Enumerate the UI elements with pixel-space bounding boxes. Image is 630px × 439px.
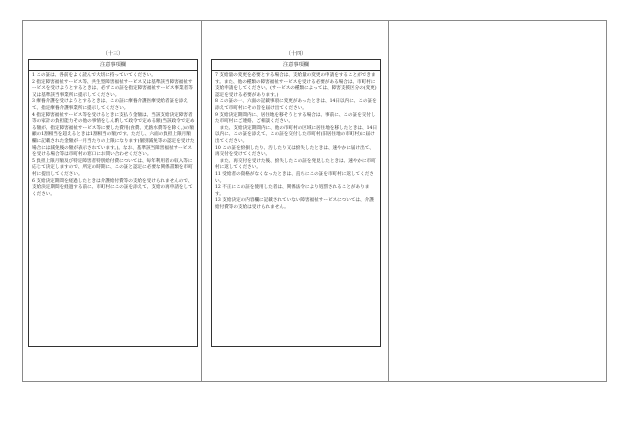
note-paragraph: 2 指定障害福祉サービス等、共生型障害福祉サービス又は基準該当障害福祉サービスを受けようとするときは、必ずこの証を指定障害福祉サービス事業者等又は基準該当事業所に提示してください。 <box>32 79 193 98</box>
panel-14-number: （十四） <box>285 51 307 57</box>
panel-13-number: （十三） <box>102 51 124 57</box>
note-paragraph: 10 この証を紛損したり、汚したり又は紛失したときは、速やかに届け出て、再交付を受けてください。 <box>215 145 374 158</box>
column-divider-2 <box>388 20 389 382</box>
note-paragraph: 1 この証は、各前をよく読んで大切に持っていてください。 <box>32 73 156 78</box>
panel-13-notes-box <box>28 59 198 347</box>
panel-14-notes-box <box>211 59 381 347</box>
panel-14-body <box>212 71 380 211</box>
panel-13-header: 注意事項欄 <box>29 60 197 71</box>
note-paragraph: また、再交付を受けた後、紛失したこの証を発見したときは、速やかに市町村に返してください。 <box>215 158 376 171</box>
note-paragraph: 12 不正にこの証を使用した者は、関係法令により処罰されることがあります。 <box>215 185 370 197</box>
note-paragraph: 5 負担上限月額及び特定障害者特別給付費については、毎年利用者の収入等に応じて決定しますので、所定の時期に、この証と認定に必要な関係書類を市町村に提出してください。 <box>32 158 193 177</box>
note-paragraph: 7 支給量の変更を必要とする場合は、支給量の変更の申請をすることができます。また、他の種類の障害福祉サービスを受ける必要がある場合は、市町村に支給申請をしてください。(サービスの種類によっては、障害支援区分の(変更)認定を受ける必要があります。) <box>215 73 377 98</box>
note-paragraph: また、支給決定期間内に、他の市町村の区域に居住地を移したときは、14日以内に、この証を添えて、この証を交付した市町村(旧居住地の市町村)に届け出てください。 <box>215 125 378 144</box>
note-paragraph: 6 支給決定期間を経過したときは介護給付費等の支給を受けられませんので、支給決定期間を経過する前に、市町村にこの証を添えて、支給の再申請をしてください。 <box>32 178 193 197</box>
note-paragraph: 13 支給決定の内容欄に記載されていない障害福祉サービスについては、介護給付費等の支給は受けられません。 <box>215 198 374 210</box>
note-paragraph: 8 この証の一、六面の記載事項に変更があったときは、14日以内に、この証を添えて市町村にその旨を届け出てください。 <box>215 99 377 111</box>
note-paragraph: 9 支給決定期間内に、居住地を移そうとする場合は、事前に、この証を交付した市町村にご連絡、ご相談ください。 <box>215 112 376 125</box>
column-divider-1 <box>201 20 202 382</box>
note-paragraph: 4 指定障害福祉サービス等を受けるときに支払う金額は、当該支給決定障害者等の家計の負担能力その他の事情をしん酌して政令で定める額(当該政令で定める額が、指定障害福祉サービス等に要した費用(食費、光熱水費等を除く。)の額顧の1割相当を超えるときは1割相当の額)です。ただし、六面の負担上限月額欄に記載された金額が一月当たりの上限になります(個別減免等の認定を受けた場合には減免後の額が表示されています。)。なお、基準該当障害福祉サービスを受ける場合等は市町村の窓口にお問い合わせください。 <box>32 112 195 158</box>
note-paragraph: 3 療養介護を受けようとするときは、この証に療養介護医療受給者証を添えて、指定療養介護事業所に提示してください。 <box>32 99 188 111</box>
panel-13-body <box>29 71 197 198</box>
note-paragraph: 11 受給者の資格がなくなったときは、直ちにこの証を市町村に返してください。 <box>215 171 374 184</box>
panel-14-header: 注意事項欄 <box>212 60 380 71</box>
